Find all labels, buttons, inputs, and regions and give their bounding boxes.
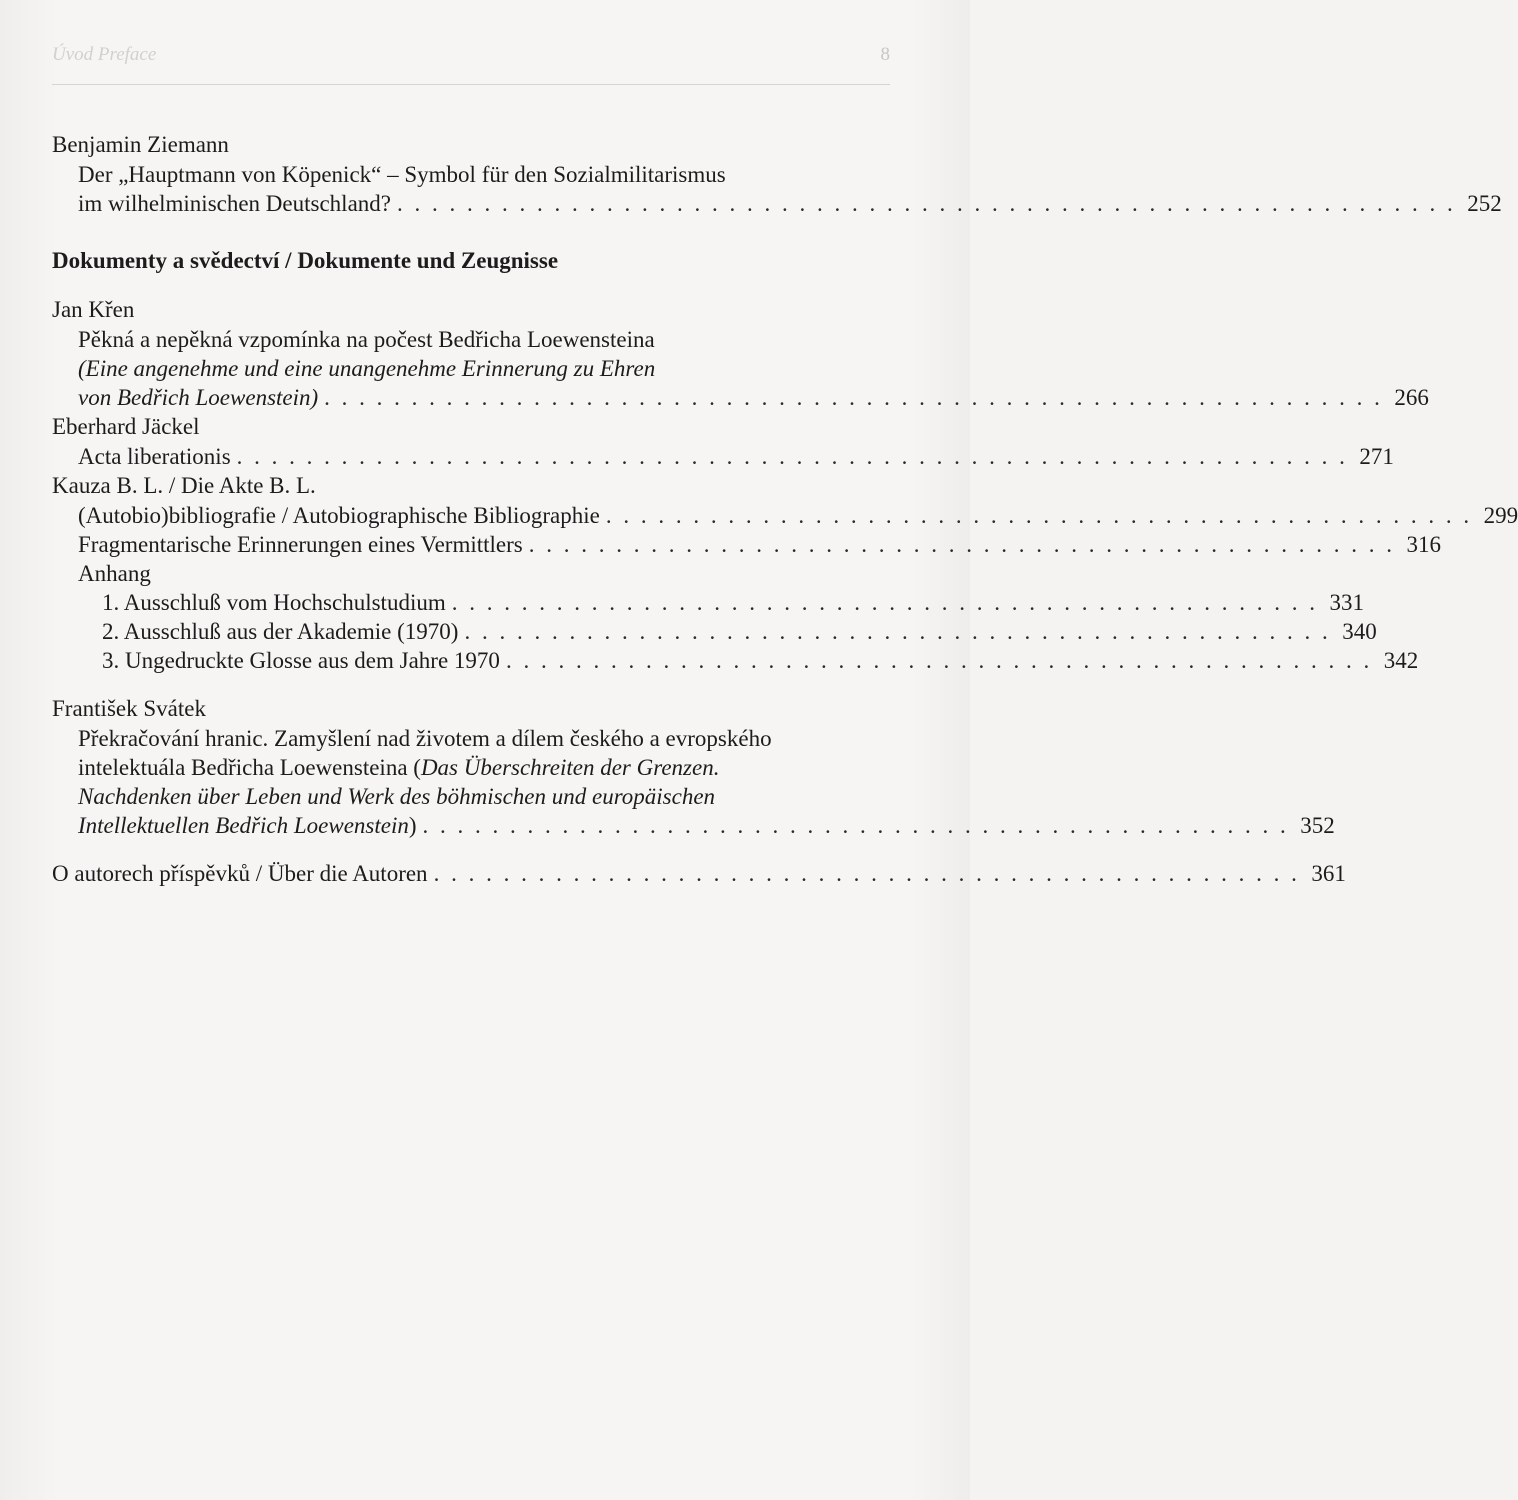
dot-leader: . . . . . . . . . . . . . . . . . . . . . . . . . . . . . . . . . . . . . . . . . . . . . . . . . . . . . . . . . . . . . (396, 191, 1456, 216)
toc-page-anhang-1: 331 (1329, 590, 1364, 615)
toc-subheading-anhang: Anhang (78, 561, 151, 586)
toc-title-svatek-line2-italic: Das Überschreiten der Grenzen. (420, 755, 720, 780)
toc-author-jaeckel: Eberhard Jäckel (52, 414, 200, 439)
toc-page-ziemann: 252 (1467, 191, 1502, 216)
toc-page-jaeckel: 271 (1359, 444, 1394, 469)
running-head-page-number: 8 (880, 44, 890, 65)
toc-section-heading: Dokumenty a svědectví / Dokumente und Zeugnisse (52, 248, 559, 273)
toc-title-svatek-line4-paren: ) (408, 813, 417, 838)
dot-leader: . . . . . . . . . . . . . . . . . . . . . . . . . . . . . . . . . . . . . . . . . . . . . . . . . . (422, 813, 1289, 838)
toc-title-svatek-line2-roman: intelektuála Bedřicha Loewensteina ( (78, 755, 421, 780)
toc-title-anhang-3: 3. Ungedruckte Glosse aus dem Jahre 1970 (102, 648, 500, 673)
toc-title-bibliography: (Autobio)bibliografie / Autobiographische Bibliographie (78, 503, 600, 528)
toc-title-svatek-line1: Překračování hranic. Zamyšlení nad životem a dílem českého a evropského (78, 726, 772, 751)
table-of-contents (52, 130, 1518, 888)
toc-entry-svatek[interactable] (52, 811, 1335, 840)
dot-leader: . . . . . . . . . . . . . . . . . . . . . . . . . . . . . . . . . . . . . . . . . . . . . . . . . . . . . . . . . . . . . . . . (236, 444, 1348, 469)
toc-title-svatek-line2 (52, 753, 878, 782)
toc-title-erinnerungen: Fragmentarische Erinnerungen eines Vermittlers (78, 532, 523, 557)
toc-entry-anhang-3[interactable] (52, 646, 1419, 675)
dot-leader: . . . . . . . . . . . . . . . . . . . . . . . . . . . . . . . . . . . . . . . . . . . . . . . . . . (464, 619, 1331, 644)
toc-author-svatek: František Svátek (52, 696, 206, 721)
toc-author-kren: Jan Křen (52, 297, 135, 322)
toc-title-ziemann-line1: Der „Hauptmann von Köpenick“ – Symbol für den Sozialmilitarismus (78, 162, 726, 187)
toc-title-autori: O autorech příspěvků / Über die Autoren (52, 861, 428, 886)
toc-page-kren: 266 (1394, 385, 1429, 410)
toc-page-autori: 361 (1311, 861, 1346, 886)
toc-title-anhang-1: 1. Ausschluß vom Hochschulstudium (102, 590, 446, 615)
toc-title-ziemann-line2: im wilhelminischen Deutschland? (78, 191, 391, 216)
toc-title-jaeckel: Acta liberationis (78, 444, 231, 469)
toc-author-kauza: Kauza B. L. / Die Akte B. L. (52, 473, 316, 498)
toc-page-svatek: 352 (1300, 813, 1335, 838)
toc-title-kren-line2: (Eine angenehme und eine unangenehme Erinnerung zu Ehren (78, 356, 656, 381)
toc-title-kren-line3: von Bedřich Loewenstein) (78, 385, 319, 410)
toc-entry-erinnerungen[interactable] (52, 530, 1441, 559)
toc-entry-ziemann[interactable] (52, 189, 1502, 218)
toc-entry-kren[interactable] (52, 383, 1429, 412)
toc-title-svatek-line3: Nachdenken über Leben und Werk des böhmischen und europäischen (78, 784, 716, 809)
toc-entry-jaeckel[interactable] (52, 442, 1394, 471)
dot-leader: . . . . . . . . . . . . . . . . . . . . . . . . . . . . . . . . . . . . . . . . . . . . . . . . . . (528, 532, 1395, 557)
toc-entry-bibliography[interactable] (52, 501, 1518, 530)
dot-leader: . . . . . . . . . . . . . . . . . . . . . . . . . . . . . . . . . . . . . . . . . . . . . . . . . . (433, 861, 1300, 886)
toc-title-svatek-line4-italic: Intellektuellen Bedřich Loewenstein (78, 813, 409, 838)
dot-leader: . . . . . . . . . . . . . . . . . . . . . . . . . . . . . . . . . . . . . . . . . . . . . . . . . . . . . . . . . . . . . (324, 385, 1383, 410)
toc-page-anhang-2: 340 (1342, 619, 1377, 644)
header-rule (52, 84, 890, 85)
toc-author-ziemann: Benjamin Ziemann (52, 132, 229, 157)
toc-entry-autori[interactable] (52, 859, 1346, 888)
toc-title-svatek-line4 (78, 811, 417, 840)
dot-leader: . . . . . . . . . . . . . . . . . . . . . . . . . . . . . . . . . . . . . . . . . . . . . . . . . . (451, 590, 1318, 615)
toc-page-bibliography: 299 (1483, 503, 1518, 528)
toc-title-kren-line1: Pěkná a nepěkná vzpomínka na počest Bedřicha Loewensteina (78, 327, 655, 352)
toc-entry-anhang-2[interactable] (52, 617, 1377, 646)
running-head-title: Úvod Preface (52, 44, 157, 65)
running-head (52, 44, 890, 66)
dot-leader: . . . . . . . . . . . . . . . . . . . . . . . . . . . . . . . . . . . . . . . . . . . . . . . . . . (505, 648, 1373, 673)
dot-leader: . . . . . . . . . . . . . . . . . . . . . . . . . . . . . . . . . . . . . . . . . . . . . . . . . . (605, 503, 1473, 528)
toc-title-anhang-2: 2. Ausschluß aus der Akademie (1970) (102, 619, 459, 644)
toc-entry-anhang-1[interactable] (52, 588, 1364, 617)
toc-page-erinnerungen: 316 (1406, 532, 1441, 557)
toc-page-anhang-3: 342 (1383, 648, 1419, 673)
